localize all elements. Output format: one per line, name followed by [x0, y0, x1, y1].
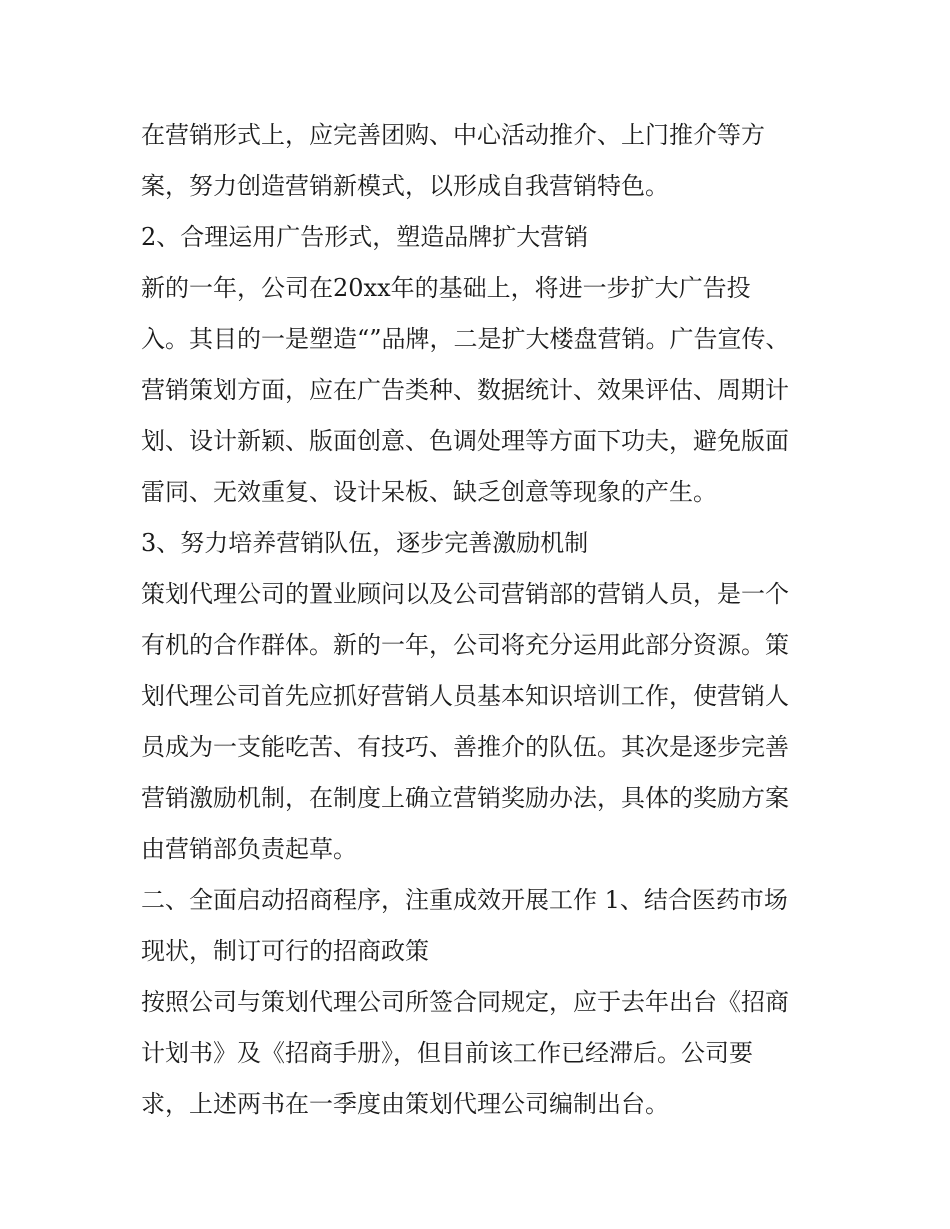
section-heading-2: 2、合理运用广告形式，塑造品牌扩大营销 [141, 223, 589, 251]
text-line-14: 营销激励机制，在制度上确立营销奖励办法，具体的奖励方案 [141, 784, 789, 812]
text-line-13: 员成为一支能吃苦、有技巧、善推介的队伍。其次是逐步完善 [141, 733, 789, 761]
section-heading-3: 3、努力培养营销队伍，逐步完善激励机制 [141, 529, 589, 557]
text-line-1: 在营销形式上，应完善团购、中心活动推介、上门推介等方 [141, 121, 765, 149]
text-line-6: 营销策划方面，应在广告类种、数据统计、效果评估、周期计 [141, 376, 789, 404]
text-line-2: 案，努力创造营销新模式，以形成自我营销特色。 [141, 172, 669, 200]
text-line-7: 划、设计新颖、版面创意、色调处理等方面下功夫，避免版面 [141, 427, 789, 455]
text-line-8: 雷同、无效重复、设计呆板、缺乏创意等现象的产生。 [141, 478, 717, 506]
text-line-4: 新的一年，公司在20xx年的基础上，将进一步扩大广告投 [141, 274, 751, 302]
section-heading-two: 二、全面启动招商程序，注重成效开展工作 1、结合医药市场 [141, 886, 788, 914]
text-line-18: 按照公司与策划代理公司所签合同规定，应于去年出台《招商 [141, 988, 789, 1016]
text-line-5: 入。其目的一是塑造“”品牌，二是扩大楼盘营销。广告宣传、 [141, 325, 790, 353]
text-line-20: 求，上述两书在一季度由策划代理公司编制出台。 [141, 1090, 669, 1118]
text-line-19: 计划书》及《招商手册》，但目前该工作已经滞后。公司要 [141, 1039, 753, 1067]
text-line-11: 有机的合作群体。新的一年，公司将充分运用此部分资源。策 [141, 631, 789, 659]
text-line-17: 现状，制订可行的招商政策 [141, 937, 429, 965]
text-line-15: 由营销部负责起草。 [141, 835, 357, 863]
text-line-10: 策划代理公司的置业顾问以及公司营销部的营销人员，是一个 [141, 580, 789, 608]
document-body [141, 110, 821, 1130]
text-line-12: 划代理公司首先应抓好营销人员基本知识培训工作，使营销人 [141, 682, 789, 710]
